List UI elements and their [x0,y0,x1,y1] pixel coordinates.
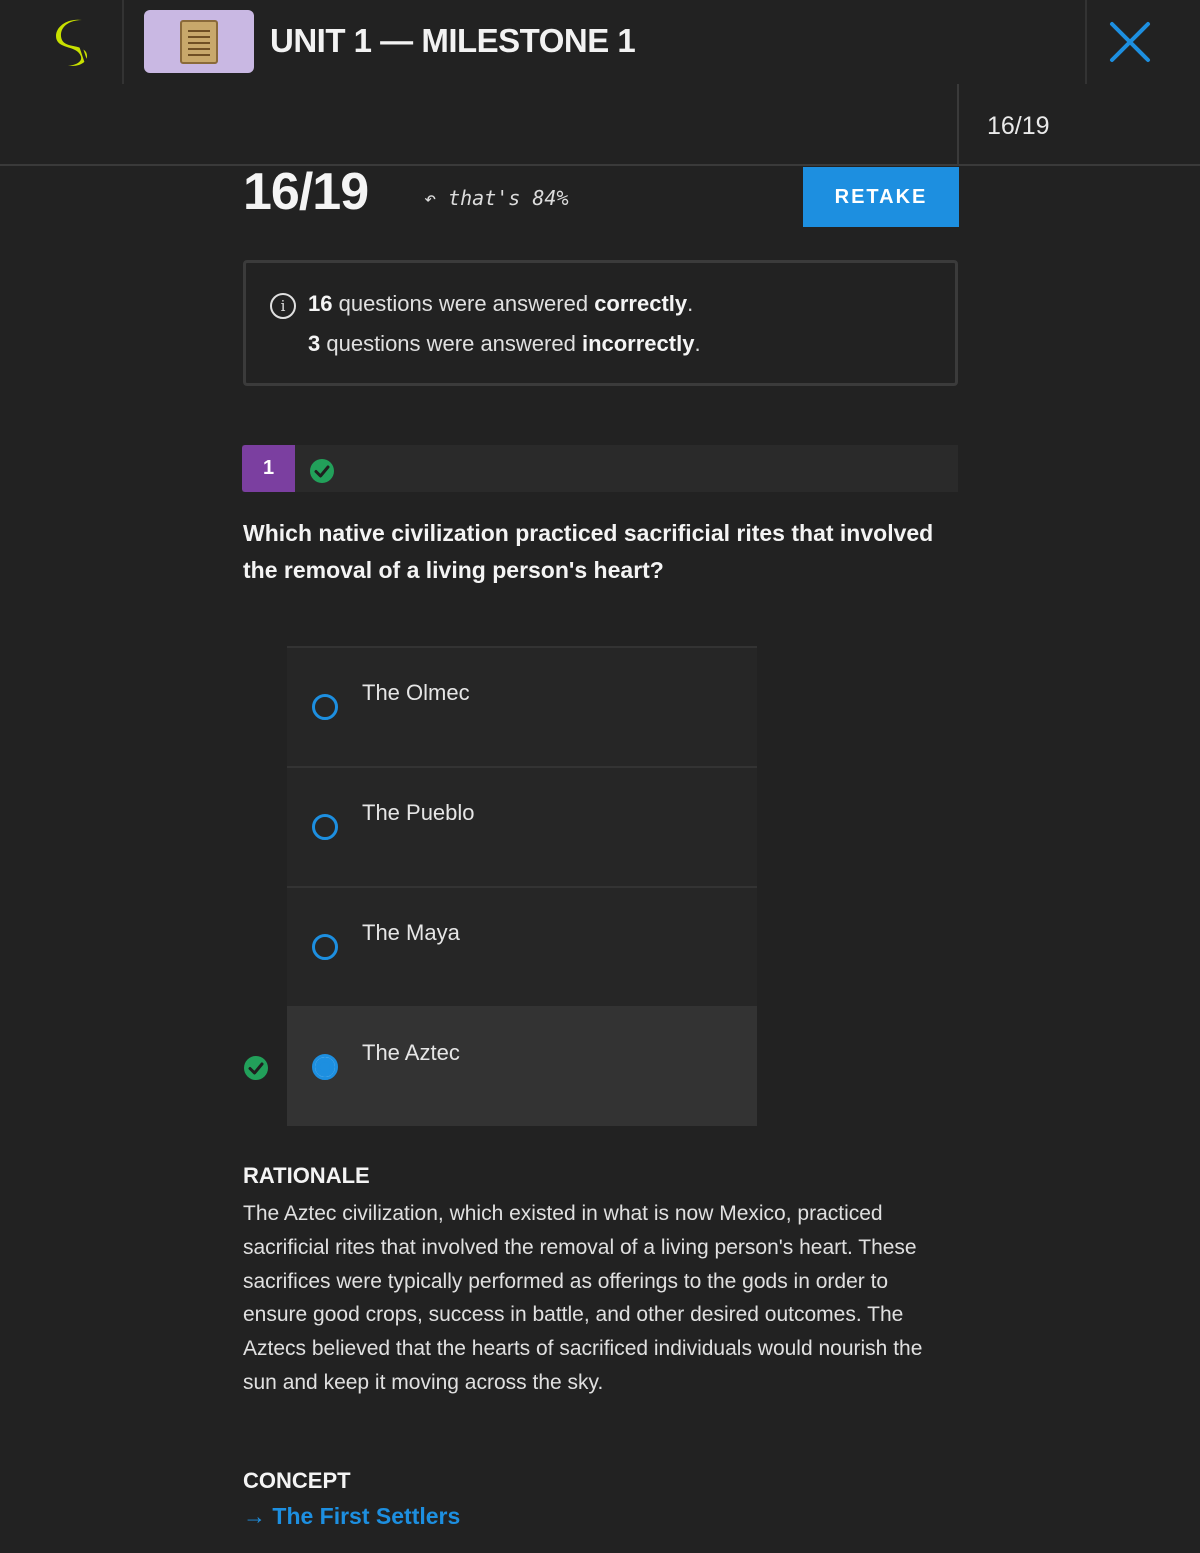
concept-link-label: The First Settlers [272,1503,461,1529]
unit-thumbnail [144,10,254,73]
concept-heading: CONCEPT [243,1468,351,1493]
option-label: The Aztec [362,1040,460,1065]
top-bar [0,0,1200,84]
question-text: Which native civilization practiced sacrificial rites that involved the removal of a living person's heart? [243,520,934,583]
option-label: The Olmec [362,680,470,705]
rationale-text: The Aztec civilization, which existed in what is now Mexico, practiced sacrificial rites that involved the removal of a living person's heart. These sacrifices were typically performed as offerings to the gods in order to ensure good crops, success in battle, and other desired outcomes. The Aztecs believed that the hearts of sacrificed individuals would nourish the sun and keep it moving across the sky. [243,1202,923,1394]
answer-option[interactable] [287,886,757,1006]
answer-option[interactable] [287,766,757,886]
rationale-heading: RATIONALE [243,1163,370,1188]
score-bar [0,84,1200,166]
arrow-right-icon: → [243,1503,266,1529]
header-divider [1085,0,1087,84]
sophia-logo-icon[interactable] [52,18,98,68]
correct-summary: 16 questions were answered correctly. [308,291,694,316]
score-value: 16/19 [243,163,369,221]
concept-link[interactable] [243,1503,460,1530]
scroll-icon [180,20,218,64]
score-summary: 16/19 [987,112,1050,140]
score-divider [957,84,959,166]
answer-option[interactable] [287,646,757,766]
answer-option-selected[interactable] [287,1006,757,1126]
answer-options [287,646,757,1126]
incorrect-summary: 3 questions were answered incorrectly. [308,331,701,356]
correct-check-icon [309,458,335,484]
radio-button[interactable] [312,934,338,960]
radio-button-selected[interactable] [312,1054,338,1080]
question-number: 1 [242,445,295,492]
question-header [242,445,958,492]
option-label: The Maya [362,920,460,945]
option-label: The Pueblo [362,800,475,825]
correct-answer-check-icon [243,1055,269,1081]
radio-button[interactable] [312,694,338,720]
score-percent-note [424,186,569,210]
page-title: UNIT 1 — MILESTONE 1 [270,22,636,59]
info-icon: i [270,293,296,319]
close-icon[interactable] [1104,16,1156,68]
back-arrow-icon: ↶ [424,186,449,210]
percent-text: that's 84% [448,186,569,210]
results-summary-box [243,260,958,386]
radio-button[interactable] [312,814,338,840]
header-divider [122,0,124,84]
retake-button[interactable]: RETAKE [803,167,959,227]
